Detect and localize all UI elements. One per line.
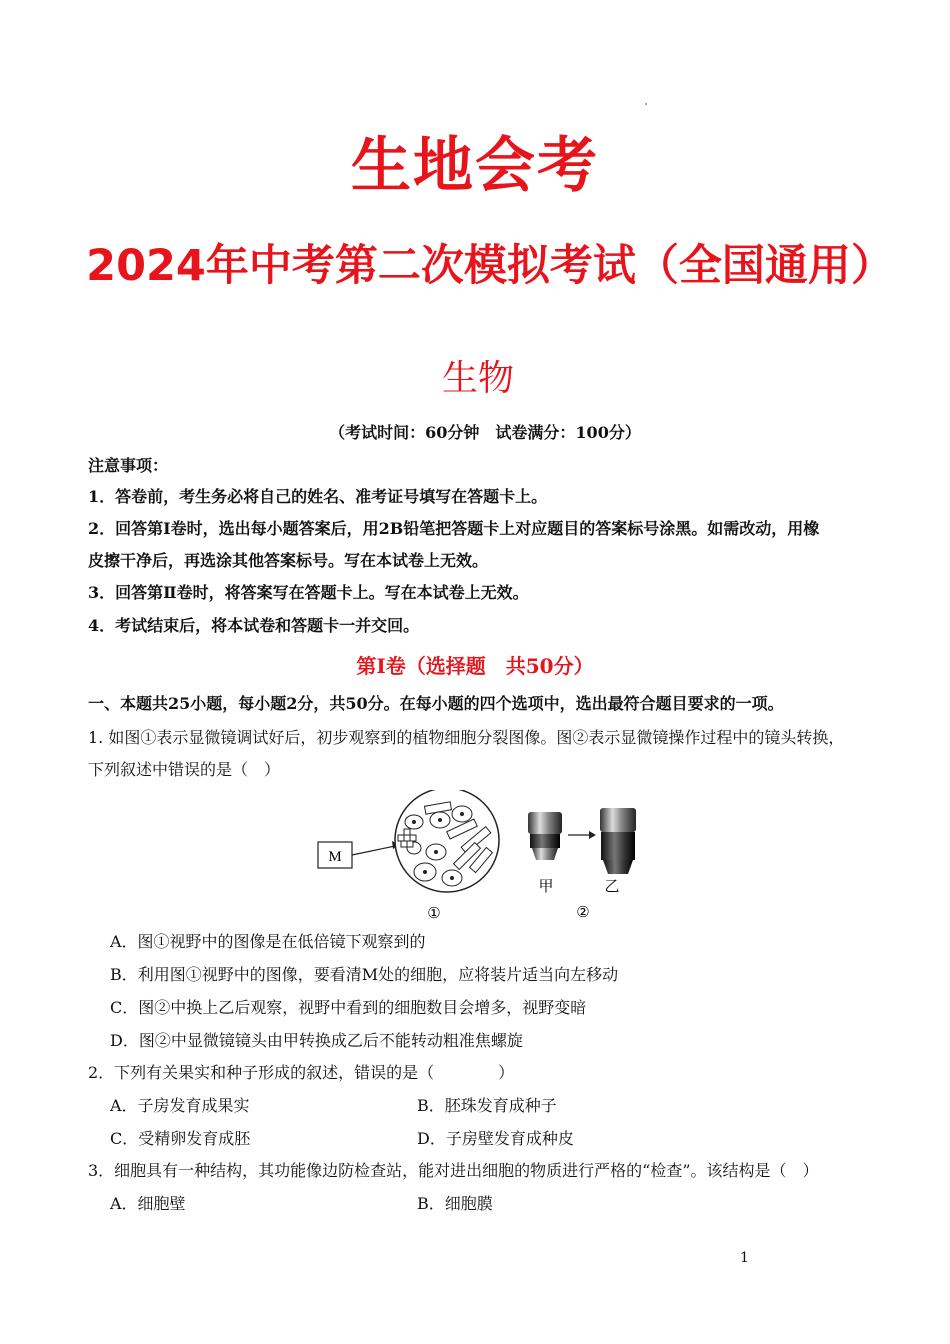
question-1-stem: 1. 如图①表示显微镜调试好后，初步观察到的植物细胞分裂图像。图②表示显微镜操作过程中的镜头转换， — [88, 728, 845, 747]
arrow-to-field — [352, 841, 400, 855]
question-3-option-a: A．细胞壁 — [110, 1194, 186, 1213]
main-title: 生地会考 — [351, 131, 599, 201]
notice-heading: 注意事项： — [88, 456, 169, 475]
objective-lens-jia — [528, 812, 562, 860]
question-2-option-d: D．子房壁发育成种皮 — [417, 1129, 574, 1148]
m-label: M — [328, 849, 342, 865]
question-2-option-c: C．受精卵发育成胚 — [110, 1129, 251, 1148]
microscope-field-circle — [395, 790, 499, 892]
question-2-stem: 2．下列有关果实和种子形成的叙述，错误的是（ ） — [88, 1063, 515, 1082]
question-1-option-d: D．图②中显微镜镜头由甲转换成乙后不能转动粗准焦螺旋 — [110, 1031, 523, 1050]
time-info: （考试时间：60分钟 试卷满分：100分） — [329, 423, 641, 442]
arrow-jia-to-yi — [568, 831, 596, 839]
speck-mark — [645, 103, 647, 105]
notice-item: 2．回答第Ⅰ卷时，选出每小题答案后，用2B铅笔把答题卡上对应题目的答案标号涂黑。如需改动，用橡 — [88, 519, 820, 538]
question-2-option-a: A．子房发育成果实 — [110, 1096, 250, 1115]
figure-caption-2: ② — [576, 903, 590, 921]
question-1-stem: 下列叙述中错误的是（ ） — [88, 760, 281, 779]
page-number: 1 — [740, 1250, 749, 1266]
notice-item: 3．回答第Ⅱ卷时，将答案写在答题卡上。写在本试卷上无效。 — [88, 583, 529, 602]
question-2-option-b: B．胚珠发育成种子 — [417, 1096, 557, 1115]
figure-caption-1: ① — [427, 904, 441, 922]
label-jia: 甲 — [538, 877, 554, 895]
label-yi: 乙 — [604, 877, 620, 895]
notice-item: 皮擦干净后，再选涂其他答案标号。写在本试卷上无效。 — [88, 551, 489, 570]
question-3-stem: 3．细胞具有一种结构，其功能像边防检查站，能对进出细胞的物质进行严格的“检查”。该结构是（ ） — [88, 1161, 819, 1180]
question-1-option-b: B．利用图①视野中的图像，要看清M处的细胞，应将装片适当向左移动 — [110, 965, 619, 984]
notice-item: 1．答卷前，考生务必将自己的姓名、准考证号填写在答题卡上。 — [88, 487, 548, 506]
exam-title: 2024年中考第二次模拟考试（全国通用） — [86, 241, 894, 291]
question-1-option-c: C．图②中换上乙后观察，视野中看到的细胞数目会增多，视野变暗 — [110, 998, 587, 1017]
question-3-option-b: B．细胞膜 — [417, 1194, 493, 1213]
question-1-figure — [310, 790, 670, 925]
objective-lens-yi — [600, 808, 636, 874]
subject-title: 生物 — [441, 358, 514, 399]
section-intro: 一、本题共25小题，每小题2分，共50分。在每小题的四个选项中，选出最符合题目要求的一项。 — [88, 694, 784, 713]
question-1-option-a: A．图①视野中的图像是在低倍镜下观察到的 — [110, 932, 426, 951]
notice-item: 4．考试结束后，将本试卷和答题卡一并交回。 — [88, 616, 420, 635]
section-title: 第Ⅰ卷（选择题 共50分） — [356, 654, 594, 678]
